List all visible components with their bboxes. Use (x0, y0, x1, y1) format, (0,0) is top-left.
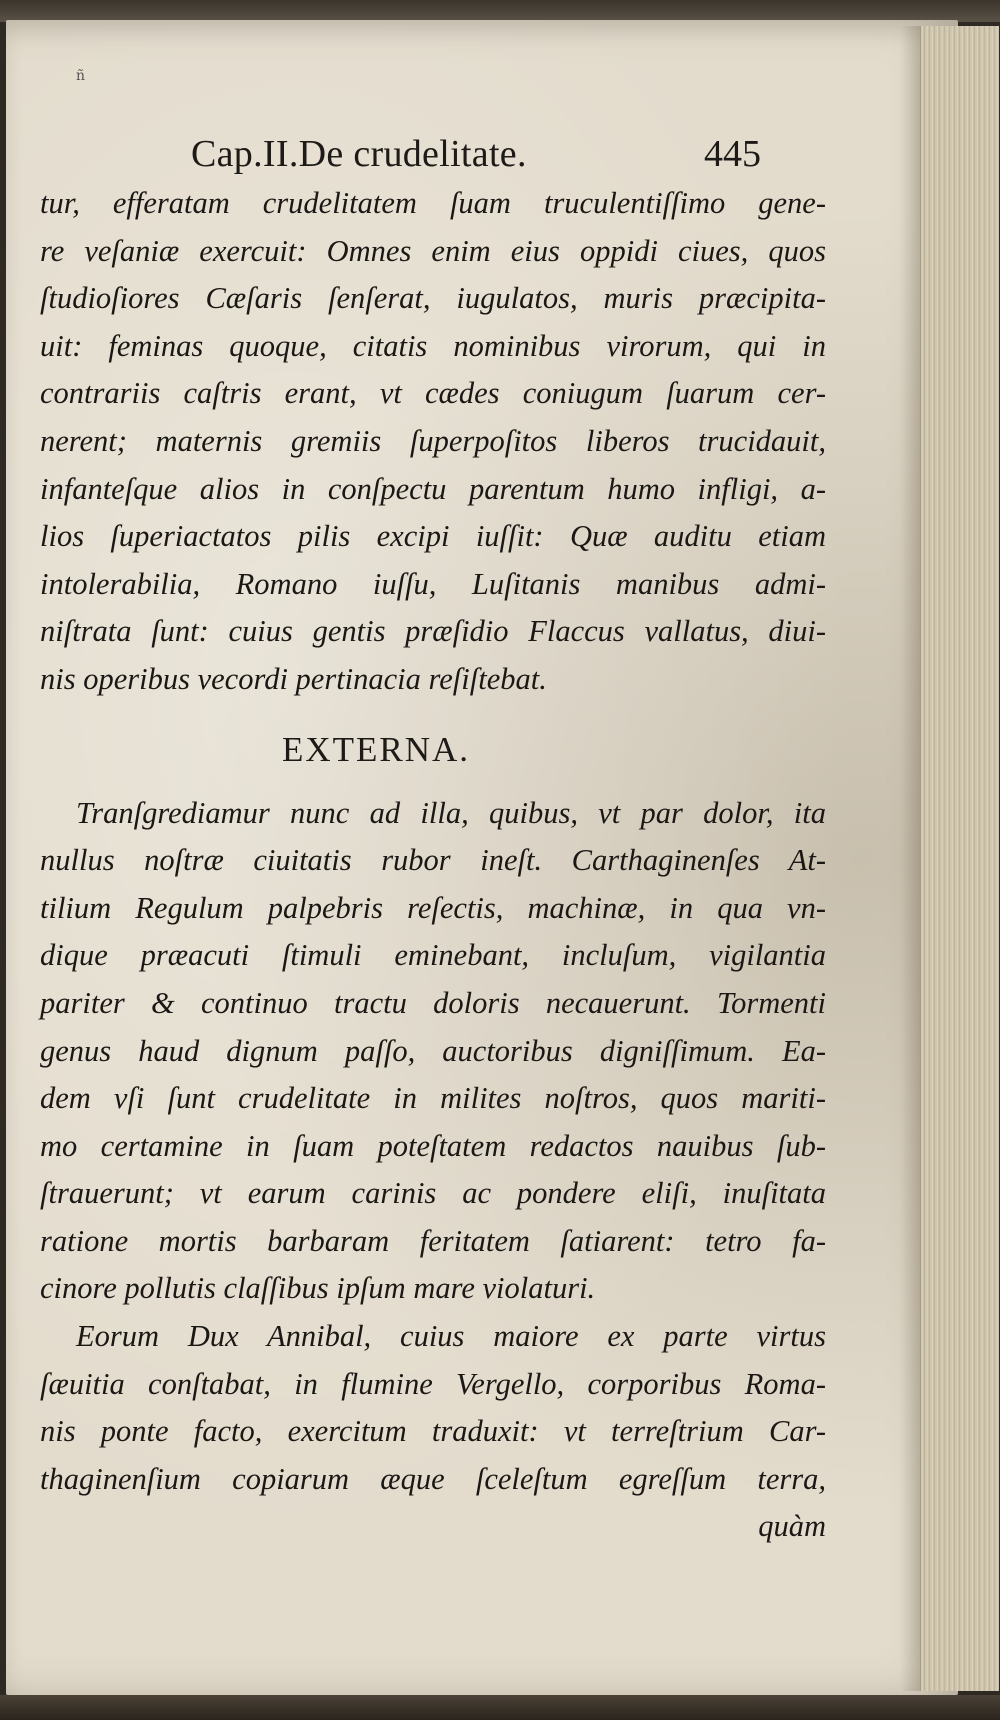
text-line: nis ponte facto, exercitum traduxit: vt terreſtrium Car- (40, 1414, 826, 1449)
text-line: tilium Regulum palpebris reſectis, machinæ, in qua vn- (40, 890, 826, 925)
text-line: intolerabilia, Romano iuſſu, Luſitanis manibus admi- (40, 566, 826, 601)
page-number: 445 (704, 133, 761, 175)
text-line: ſtrauerunt; vt earum carinis ac pondere eliſi, inuſitata (40, 1176, 826, 1211)
catchword: quàm (758, 1509, 826, 1544)
text-line: nerent; maternis gremiis ſuperpoſitos liberos trucidauit, (40, 423, 826, 458)
text-line: mo certamine in ſuam poteſtatem redactos nauibus ſub- (40, 1128, 826, 1163)
paragraph-1 (34, 180, 826, 704)
top-binding-edge (0, 0, 1000, 22)
running-head: Cap.II.De crudelitate. (191, 133, 527, 175)
text-line: genus haud dignum paſſo, auctoribus digniſſimum. Ea- (40, 1033, 826, 1068)
text-line: uit: feminas quoque, citatis nominibus virorum, qui in (40, 328, 826, 363)
bottom-binding-edge (0, 1695, 1000, 1720)
text-line: Eorum Dux Annibal, cuius maiore ex parte virtus (76, 1319, 826, 1354)
text-line: ratione mortis barbaram feritatem ſatiarent: tetro fa- (40, 1223, 826, 1258)
text-line: pariter & continuo tractu doloris necauerunt. Tormenti (40, 985, 826, 1020)
paragraph-3 (34, 1313, 826, 1551)
page-header (191, 132, 761, 182)
page-fore-edge (920, 26, 999, 1691)
text-line: ſtudioſiores Cæſaris ſenſerat, iugulatos, muris præcipita- (40, 281, 826, 316)
text-line: tur, efferatam crudelitatem ſuam truculentiſſimo gene- (40, 186, 826, 220)
text-line: nis operibus vecordi pertinacia reſiſtebat. (40, 661, 547, 696)
text-line: ſæuitia conſtabat, in flumine Vergello, corporibus Roma- (40, 1366, 826, 1401)
text-line: thaginenſium copiarum æque ſceleſtum egreſſum terra, (40, 1461, 826, 1496)
text-line: infanteſque alios in conſpectu parentum humo infligi, a- (40, 471, 826, 506)
text-line: dem vſi ſunt crudelitate in milites noſtros, quos mariti- (40, 1081, 826, 1116)
text-line: contrariis caſtris erant, vt cædes coniugum ſuarum cer- (40, 376, 826, 411)
text-line: lios ſuperiactatos pilis excipi iuſſit: Quæ auditu etiam (40, 519, 826, 554)
text-line: niſtrata ſunt: cuius gentis præſidio Flaccus vallatus, diui- (40, 614, 826, 649)
text-line: dique præacuti ſtimuli eminebant, incluſum, vigilantia (40, 938, 826, 973)
corner-mark: ñ (76, 68, 86, 84)
text-line: Tranſgrediamur nunc ad illa, quibus, vt par dolor, ita (76, 795, 826, 830)
text-block (34, 180, 826, 1551)
text-line: nullus noſtræ ciuitatis rubor ineſt. Carthaginenſes At- (40, 843, 826, 878)
paragraph-2 (34, 790, 826, 1314)
text-line: cinore pollutis claſſibus ipſum mare violaturi. (40, 1271, 596, 1306)
text-line: re veſaniæ exercuit: Omnes enim eius oppidi ciues, quos (40, 233, 826, 268)
section-heading: EXTERNA. (282, 729, 471, 769)
book-page (6, 20, 958, 1695)
heading-space (34, 704, 826, 790)
